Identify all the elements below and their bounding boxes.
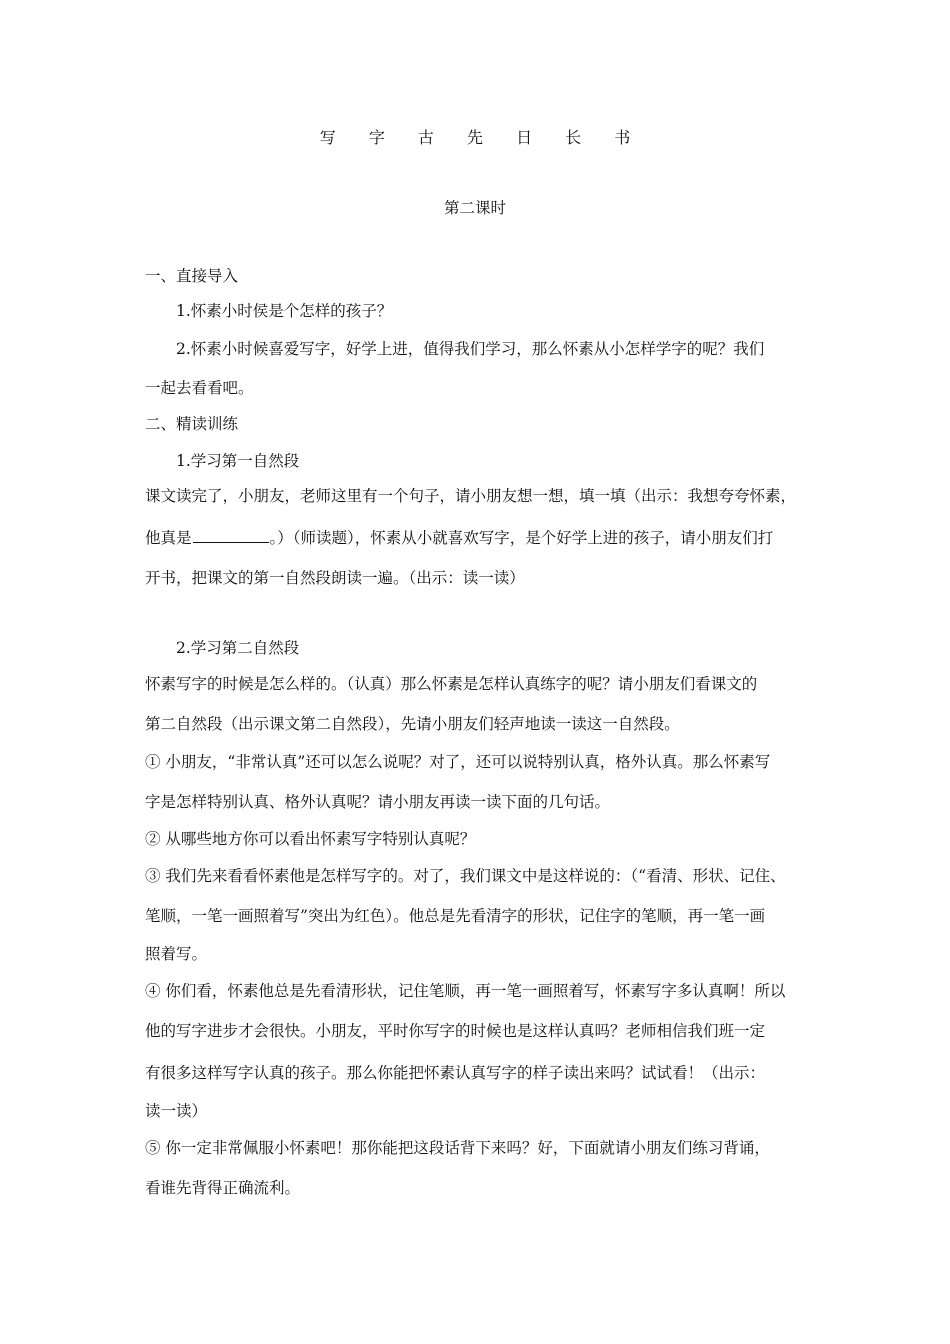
fill-suffix: 。）（师读题），怀素从小就喜欢写字，是个好学上进的孩子，请小朋友们打: [269, 529, 774, 547]
paragraph-1-line-1: 课文读完了，小朋友，老师这里有一个句子，请小朋友想一想，填一填（出示：我想夸夸怀素，: [145, 487, 797, 505]
item-5-line-1: ⑤ 你一定非常佩服小怀素吧！那你能把这段话背下来吗？好，下面就请小朋友们练习背诵，: [145, 1139, 770, 1157]
item-4-line-4: 读一读）: [145, 1102, 208, 1120]
paragraph-1-line-3: 开书，把课文的第一自然段朗读一遍。（出示：读一读）: [145, 569, 525, 587]
paragraph-2-line-1: 怀素写字的时候是怎么样的。（认真）那么怀素是怎样认真练字的呢？请小朋友们看课文的: [145, 675, 758, 693]
section-heading-1: 一、直接导入: [145, 267, 239, 285]
question-2-line-2: 一起去看看吧。: [145, 379, 254, 397]
question-1: 1.怀素小时侯是个怎样的孩子？: [176, 302, 393, 320]
paragraph-2-line-2: 第二自然段（出示课文第二自然段），先请小朋友们轻声地读一读这一自然段。: [145, 715, 680, 733]
item-4-line-2: 他的写字进步才会很快。小朋友，平时你写字的时候也是这样认真吗？老师相信我们班一定: [145, 1022, 766, 1040]
section-heading-2: 二、精读训练: [145, 415, 239, 433]
item-1-line-1: ① 小朋友，“非常认真”还可以怎么说呢？对了，还可以说特别认真，格外认真。那么怀素写: [145, 753, 771, 771]
paragraph-2-heading: 2.学习第二自然段: [176, 639, 300, 657]
fill-in-blank: [193, 528, 269, 543]
item-2: ② 从哪些地方你可以看出怀素写字特别认真呢？: [145, 830, 476, 848]
item-4-line-1: ④ 你们看，怀素他总是先看清形状，记住笔顺，再一笔一画照着写，怀素写字多认真啊！所以: [145, 982, 786, 1000]
lesson-title: 写 字 古 先 日 长 书: [319, 128, 645, 147]
fill-prefix: 他真是: [145, 529, 192, 547]
lesson-subtitle: 第二课时: [443, 199, 506, 217]
item-5-line-2: 看谁先背得正确流利。: [145, 1179, 301, 1197]
paragraph-1-line-2: [145, 528, 773, 548]
item-1-line-2: 字是怎样特别认真、格外认真呢？请小朋友再读一读下面的几句话。: [145, 793, 611, 811]
question-2-line-1: 2.怀素小时候喜爱写字，好学上进，值得我们学习，那么怀素从小怎样学字的呢？我们: [176, 340, 765, 358]
item-3-line-1: ③ 我们先来看看怀素他是怎样写字的。对了，我们课文中是这样说的：（“看清、形状、记住、: [145, 867, 786, 885]
paragraph-1-heading: 1.学习第一自然段: [176, 452, 300, 470]
item-3-line-2: 笔顺，一笔一画照着写”突出为红色）。他总是先看清字的形状，记住字的笔顺，再一笔一画: [145, 907, 766, 925]
item-4-line-3: 有很多这样写字认真的孩子。那么你能把怀素认真写字的样子读出来吗？试试看！（出示：: [145, 1064, 766, 1082]
item-3-line-3: 照着写。: [145, 945, 208, 963]
